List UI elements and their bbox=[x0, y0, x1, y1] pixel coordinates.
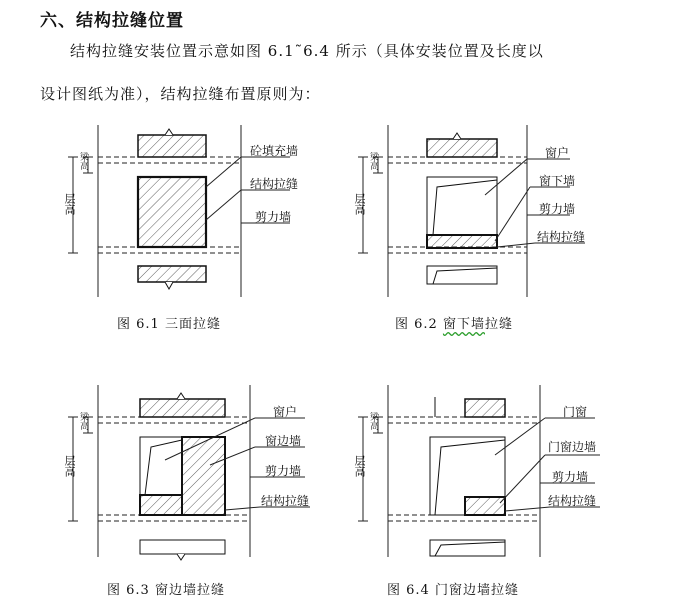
label-structural-joint: 结构拉缝 bbox=[261, 494, 310, 508]
label-window: 窗户 bbox=[545, 146, 570, 160]
figure-caption: 图 6.4 门窗边墙拉缝 bbox=[387, 583, 519, 598]
caption-underlined-word: 窗下墙 bbox=[442, 317, 485, 332]
label-door-window-side-wall: 门窗边墙 bbox=[548, 440, 597, 454]
figure-caption: 图 6.1 三面拉缝 bbox=[117, 317, 221, 332]
label-structural-joint: 结构拉缝 bbox=[537, 230, 586, 244]
label-window: 窗户 bbox=[273, 405, 298, 419]
caption-prefix: 图 6.2 bbox=[395, 317, 443, 332]
label-under-window-wall: 窗下墙 bbox=[539, 174, 576, 188]
body-paragraph-line-1: 结构拉缝安装位置示意如图 6.1˜6.4 所示（具体安装位置及长度以 bbox=[70, 42, 544, 60]
label-structural-joint: 结构拉缝 bbox=[250, 177, 299, 191]
label-shear-wall: 剪力墙 bbox=[552, 470, 589, 484]
figure-6-1 bbox=[55, 125, 315, 340]
label-structural-joint: 结构拉缝 bbox=[548, 494, 597, 508]
label-concrete-infill-wall: 砼填充墙 bbox=[250, 144, 299, 158]
figure-6-2 bbox=[345, 125, 595, 340]
floor-height-label: 层高 bbox=[353, 193, 366, 215]
label-shear-wall: 剪力墙 bbox=[265, 464, 302, 478]
section-heading: 六、结构拉缝位置 bbox=[40, 11, 184, 31]
label-shear-wall: 剪力墙 bbox=[539, 202, 576, 216]
label-shear-wall: 剪力墙 bbox=[255, 210, 292, 224]
figure-caption: 图 6.3 窗边墙拉缝 bbox=[107, 583, 225, 598]
beam-height-label: 梁高 bbox=[368, 412, 378, 430]
caption-suffix: 拉缝 bbox=[484, 317, 513, 332]
figure-caption bbox=[395, 313, 513, 332]
beam-height-label: 梁高 bbox=[78, 412, 88, 430]
floor-height-label: 层高 bbox=[353, 455, 366, 477]
label-door-window: 门窗 bbox=[563, 405, 588, 419]
beam-height-label: 梁高 bbox=[368, 152, 378, 170]
floor-height-label: 层高 bbox=[63, 193, 76, 215]
label-window-side-wall: 窗边墙 bbox=[265, 434, 302, 448]
floor-height-label: 层高 bbox=[63, 455, 76, 477]
figure-6-4 bbox=[345, 385, 615, 600]
figure-6-3 bbox=[55, 385, 325, 600]
body-paragraph-line-2: 设计图纸为准），结构拉缝布置原则为： bbox=[40, 85, 321, 103]
beam-height-label: 梁高 bbox=[78, 152, 88, 170]
